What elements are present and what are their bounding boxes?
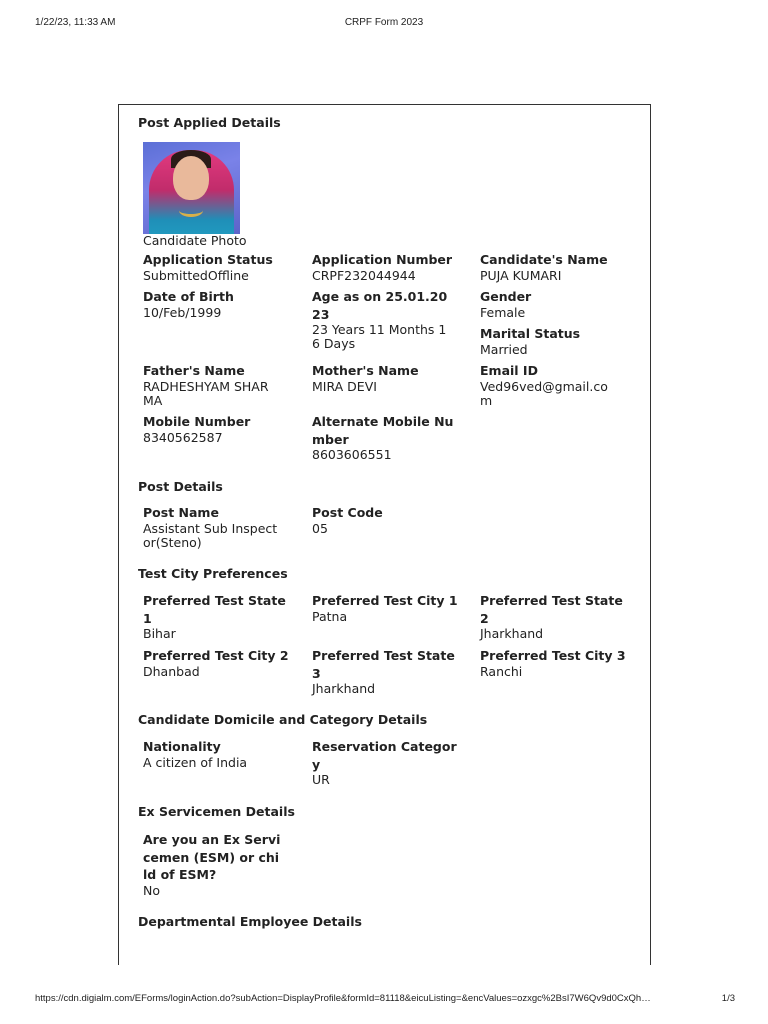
field-label: Preferred Test City 3 [480,648,626,663]
field-pref-state-1 [143,592,288,641]
field-value: No [143,882,160,898]
field-label: Preferred Test City 1 [312,593,458,608]
field-value: CRPF232044944 [312,267,416,283]
field-label: Mother's Name [312,363,419,378]
field-pref-state-2 [480,592,625,641]
field-pref-city-3 [480,647,630,679]
field-label: Reservation Category [312,739,457,772]
field-reservation [312,738,457,787]
field-alt-mobile [312,413,454,462]
field-value: Patna [312,608,348,624]
field-value: Married [480,341,528,357]
field-value: Jharkhand [312,681,376,696]
section-post-details: Post Details [138,479,223,494]
field-value: SubmittedOffline [143,267,249,283]
field-date-of-birth [143,288,293,320]
field-label: Gender [480,289,532,304]
field-label: Nationality [143,739,221,754]
field-value: Ranchi [480,663,523,679]
field-label: Father's Name [143,363,245,378]
field-gender [480,288,630,320]
field-age [312,288,452,351]
field-value: Ved96ved@gmail.com [480,378,608,408]
field-label: Preferred Test State 3 [312,648,455,681]
section-domicile: Candidate Domicile and Category Details [138,712,428,727]
field-candidate-name [480,251,630,283]
section-departmental: Departmental Employee Details [138,914,362,929]
candidate-photo [143,142,240,234]
print-header [0,17,768,31]
field-label: Alternate Mobile Number [312,414,454,447]
photo-caption: Candidate Photo [143,233,247,248]
field-pref-city-2 [143,647,293,679]
field-mobile [143,413,293,445]
section-ex-servicemen: Ex Servicemen Details [138,804,295,819]
field-father-name [143,362,278,408]
section-test-city: Test City Preferences [138,566,288,581]
field-label: Email ID [480,363,538,378]
field-mother-name [312,362,462,394]
field-application-status [143,251,293,283]
field-nationality [143,738,293,770]
field-value: 05 [312,520,328,536]
field-label: Preferred Test State 2 [480,593,623,626]
field-post-name [143,504,280,550]
field-label: Preferred Test State 1 [143,593,286,626]
field-value: UR [312,772,330,787]
print-title: CRPF Form 2023 [344,17,424,28]
section-post-applied: Post Applied Details [138,115,281,130]
field-email [480,362,610,408]
field-post-code [312,504,462,536]
field-label: Candidate's Name [480,252,608,267]
field-value: RADHESHYAM SHARMA [143,378,269,408]
print-url: https://cdn.digialm.com/EForms/loginAction.do?subAction=DisplayProfile&formId=81118&eicuListing=&encValues=ozxgc%2BsI7W6Qv9d0CxQh… [35,993,651,1004]
field-value: MIRA DEVI [312,378,377,394]
field-value: 8340562587 [143,429,223,445]
field-application-number [312,251,462,283]
print-footer [0,993,768,1007]
field-label: Post Name [143,505,219,520]
field-label: Preferred Test City 2 [143,648,289,663]
field-value: Jharkhand [480,626,544,641]
field-value: 8603606551 [312,447,392,462]
field-value: A citizen of India [143,754,248,770]
print-page-number: 1/3 [721,993,735,1004]
field-label: Date of Birth [143,289,234,304]
field-ex-serviceman [143,831,283,898]
print-datetime: 1/22/23, 11:33 AM [35,17,116,28]
field-label: Application Status [143,252,273,267]
field-value: PUJA KUMARI [480,267,562,283]
field-value: Female [480,304,526,320]
field-label: Mobile Number [143,414,251,429]
field-marital-status [480,325,630,357]
field-label: Marital Status [480,326,581,341]
field-value: Assistant Sub Inspector(Steno) [143,520,278,550]
field-value: 23 Years 11 Months 16 Days [312,322,447,351]
field-pref-state-3 [312,647,457,696]
field-label: Application Number [312,252,453,267]
field-value: Dhanbad [143,663,200,679]
field-pref-city-1 [312,592,462,624]
field-label: Age as on 25.01.2023 [312,289,448,322]
field-value: 10/Feb/1999 [143,304,222,320]
field-label: Post Code [312,505,383,520]
field-label: Are you an Ex Servicemen (ESM) or child of ESM? [143,832,281,882]
field-value: Bihar [143,626,176,641]
